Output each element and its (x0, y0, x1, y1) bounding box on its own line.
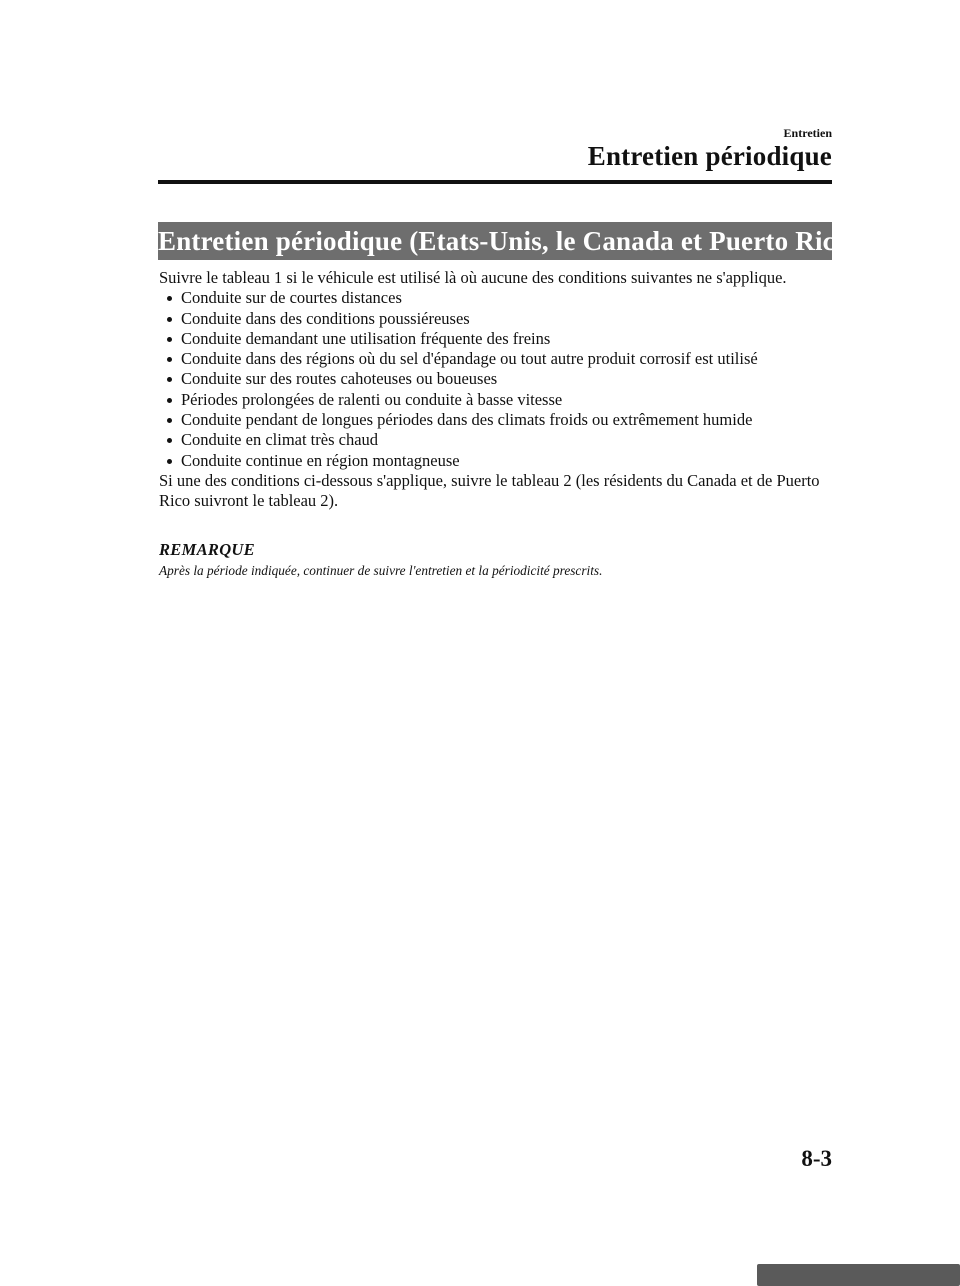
list-item-text: Conduite pendant de longues périodes dans des climats froids ou extrêmement humide (181, 410, 753, 430)
bullet-icon (167, 357, 172, 362)
list-item-text: Conduite sur des routes cahoteuses ou boueuses (181, 369, 498, 389)
list-item-text: Conduite en climat très chaud (181, 430, 379, 450)
list-item-text: Conduite dans des régions où du sel d'épandage ou tout autre produit corrosif est utilisé (181, 349, 758, 369)
running-header-chapter: Entretien (783, 126, 832, 140)
list-item (159, 430, 831, 450)
page-number: 8-3 (801, 1146, 832, 1171)
bullet-icon (167, 377, 172, 382)
intro-paragraph: Suivre le tableau 1 si le véhicule est utilisé là où aucune des conditions suivantes ne s'applique. (159, 268, 787, 287)
body-text (159, 268, 831, 512)
bullet-icon (167, 398, 172, 403)
list-item (159, 349, 831, 369)
list-item (159, 451, 831, 471)
list-item (159, 410, 831, 430)
list-item-text: Conduite dans des conditions poussiéreuses (181, 308, 470, 328)
running-header-section: Entretien périodique (587, 141, 832, 171)
bullet-icon (167, 317, 172, 322)
bullet-icon (167, 438, 172, 443)
note-text: Après la période indiquée, continuer de suivre l'entretien et la périodicité prescrits. (159, 563, 603, 578)
bullet-icon (167, 418, 172, 423)
header-divider (158, 180, 832, 184)
bullet-icon (167, 296, 172, 301)
watermark-logo (757, 1264, 960, 1286)
bullet-icon (167, 337, 172, 342)
list-item (159, 390, 831, 410)
list-item-text: Conduite continue en région montagneuse (181, 450, 460, 470)
section-title-banner: Entretien périodique (Etats-Unis, le Canada et Puerto Rico) (158, 222, 832, 260)
list-item-text: Conduite demandant une utilisation fréquente des freins (181, 328, 551, 348)
outro-paragraph: Si une des conditions ci-dessous s'applique, suivre le tableau 2 (les résidents du Canada et de Puerto Rico suivront le tableau 2). (159, 470, 820, 511)
conditions-list (159, 288, 831, 471)
note-heading: REMARQUE (159, 540, 255, 559)
list-item-text: Conduite sur de courtes distances (181, 288, 402, 308)
list-item (159, 309, 831, 329)
list-item (159, 369, 831, 389)
list-item (159, 288, 831, 308)
list-item-text: Périodes prolongées de ralenti ou conduite à basse vitesse (181, 389, 563, 409)
bullet-icon (167, 459, 172, 464)
list-item (159, 329, 831, 349)
